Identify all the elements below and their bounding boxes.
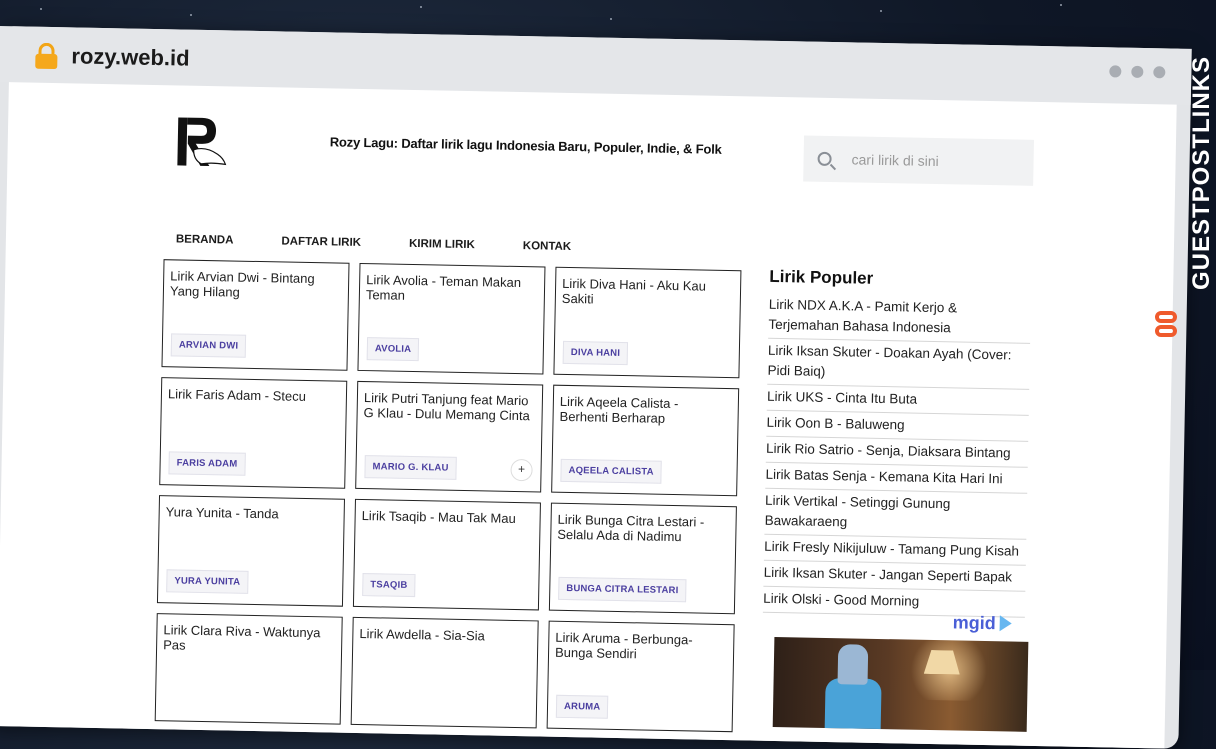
window-dot-icon[interactable] xyxy=(1131,66,1143,78)
artist-tag[interactable]: ARVIAN DWI xyxy=(171,333,247,357)
lyrics-grid xyxy=(155,259,742,732)
popular-lyric-link[interactable]: Lirik NDX A.K.A - Pamit Kerjo & Terjemahan Bahasa Indonesia xyxy=(768,293,1031,344)
artist-tag[interactable]: AVOLIA xyxy=(367,337,420,361)
main-nav xyxy=(176,233,619,254)
artist-tag[interactable]: BUNGA CITRA LESTARI xyxy=(558,577,687,602)
nav-beranda[interactable]: BERANDA xyxy=(175,233,234,247)
lyric-card[interactable] xyxy=(157,495,345,607)
window-dot-icon[interactable] xyxy=(1109,65,1121,77)
popular-lyric-link[interactable]: Lirik Fresly Nikijuluw - Tamang Pung Kisah xyxy=(764,535,1026,566)
popular-lyric-link[interactable]: Lirik Vertikal - Setinggi Gunung Bawakaraeng xyxy=(764,489,1027,540)
lyric-card-title[interactable]: Lirik Bunga Citra Lestari - Selalu Ada di Nadimu xyxy=(557,511,705,545)
star xyxy=(1060,4,1062,6)
lyric-card-title[interactable]: Lirik Clara Riva - Waktunya Pas xyxy=(163,622,321,653)
lyric-card[interactable] xyxy=(351,617,539,729)
artist-tag[interactable]: MARIO G. KLAU xyxy=(364,455,456,480)
lyric-card[interactable] xyxy=(551,385,739,497)
lyric-card-title[interactable]: Lirik Aqeela Calista - Berhenti Berharap xyxy=(559,393,679,426)
popular-lyric-link[interactable]: Lirik UKS - Cinta Itu Buta xyxy=(767,385,1029,416)
artist-tag[interactable]: YURA YUNITA xyxy=(166,569,248,594)
popular-lyric-link[interactable]: Lirik Olski - Good Morning xyxy=(763,587,1025,618)
star xyxy=(420,6,422,8)
lyric-card-title[interactable]: Lirik Faris Adam - Stecu xyxy=(167,386,307,404)
web-page xyxy=(0,82,1177,748)
lyric-card[interactable] xyxy=(553,267,741,379)
artist-tag[interactable]: FARIS ADAM xyxy=(168,451,245,475)
popular-lyric-link[interactable]: Lirik Batas Senja - Kemana Kita Hari Ini xyxy=(765,463,1027,494)
lock-icon xyxy=(35,43,57,69)
search-box[interactable] xyxy=(803,135,1034,185)
popular-lyric-link[interactable]: Lirik Iksan Skuter - Jangan Seperti Bapak xyxy=(763,561,1025,592)
nav-kontak[interactable]: KONTAK xyxy=(522,240,572,254)
ad-image[interactable] xyxy=(773,637,1029,732)
lyric-card[interactable] xyxy=(355,381,543,493)
ad-brand-logo[interactable] xyxy=(953,612,1012,634)
lyric-card-title[interactable]: Yura Yunita - Tanda xyxy=(165,504,279,522)
sidebar-heading: Lirik Populer xyxy=(769,266,874,288)
popular-lyric-link[interactable]: Lirik Oon B - Baluweng xyxy=(766,411,1028,442)
lyric-card-title[interactable]: Lirik Awdella - Sia-Sia xyxy=(359,626,486,644)
star xyxy=(610,18,612,20)
nav-kirim-lirik[interactable]: KIRIM LIRIK xyxy=(408,237,475,252)
play-icon xyxy=(1000,615,1012,631)
lyric-card[interactable] xyxy=(155,613,343,725)
ad-brand-text: mgid xyxy=(952,612,996,634)
lyric-card[interactable] xyxy=(357,263,545,375)
lyric-card-title[interactable]: Lirik Tsaqib - Mau Tak Mau xyxy=(361,508,516,526)
site-logo[interactable] xyxy=(175,115,228,174)
artist-tag[interactable]: DIVA HANI xyxy=(563,341,629,365)
plus-icon[interactable]: + xyxy=(510,459,532,481)
lyric-card[interactable] xyxy=(549,503,737,615)
search-icon[interactable] xyxy=(817,152,831,166)
star xyxy=(880,10,882,12)
search-input[interactable] xyxy=(849,150,1003,171)
lyric-card-title[interactable]: Lirik Avolia - Teman Makan Teman xyxy=(365,272,522,303)
popular-lyrics-sidebar xyxy=(763,267,1032,618)
popular-lyric-link[interactable]: Lirik Rio Satrio - Senja, Diaksara Bintang xyxy=(766,437,1028,468)
lyric-card-title[interactable]: Lirik Putri Tanjung feat Mario G Klau - Dulu Memang Cinta xyxy=(363,390,530,424)
star xyxy=(190,14,192,16)
watermark-text: GUESTPOSTLINKS xyxy=(1188,56,1215,291)
artist-tag[interactable]: AQEELA CALISTA xyxy=(560,459,662,484)
browser-window xyxy=(0,26,1192,749)
site-tagline[interactable]: Rozy Lagu: Daftar lirik lagu Indonesia Baru, Populer, Indie, & Folk xyxy=(329,134,722,157)
link-icon xyxy=(1160,306,1182,346)
nav-daftar-lirik[interactable]: DAFTAR LIRIK xyxy=(281,235,362,249)
watermark xyxy=(1152,56,1215,356)
lyric-card-title[interactable]: Lirik Arvian Dwi - Bintang Yang Hilang xyxy=(169,268,315,300)
artist-tag[interactable]: TSAQIB xyxy=(362,573,416,597)
lyric-card-title[interactable]: Lirik Aruma - Berbunga-Bunga Sendiri xyxy=(554,629,693,662)
lyric-card[interactable] xyxy=(161,259,349,371)
lyric-card-title[interactable]: Lirik Diva Hani - Aku Kau Sakiti xyxy=(561,275,707,307)
star xyxy=(40,8,42,10)
popular-lyric-link[interactable]: Lirik Iksan Skuter - Doakan Ayah (Cover: Pidi Baiq) xyxy=(767,339,1030,390)
artist-tag[interactable]: ARUMA xyxy=(556,695,609,719)
address-bar[interactable]: rozy.web.id xyxy=(71,43,190,71)
lyric-card[interactable] xyxy=(353,499,541,611)
lyric-card[interactable] xyxy=(159,377,347,489)
lyric-card[interactable] xyxy=(547,621,735,733)
